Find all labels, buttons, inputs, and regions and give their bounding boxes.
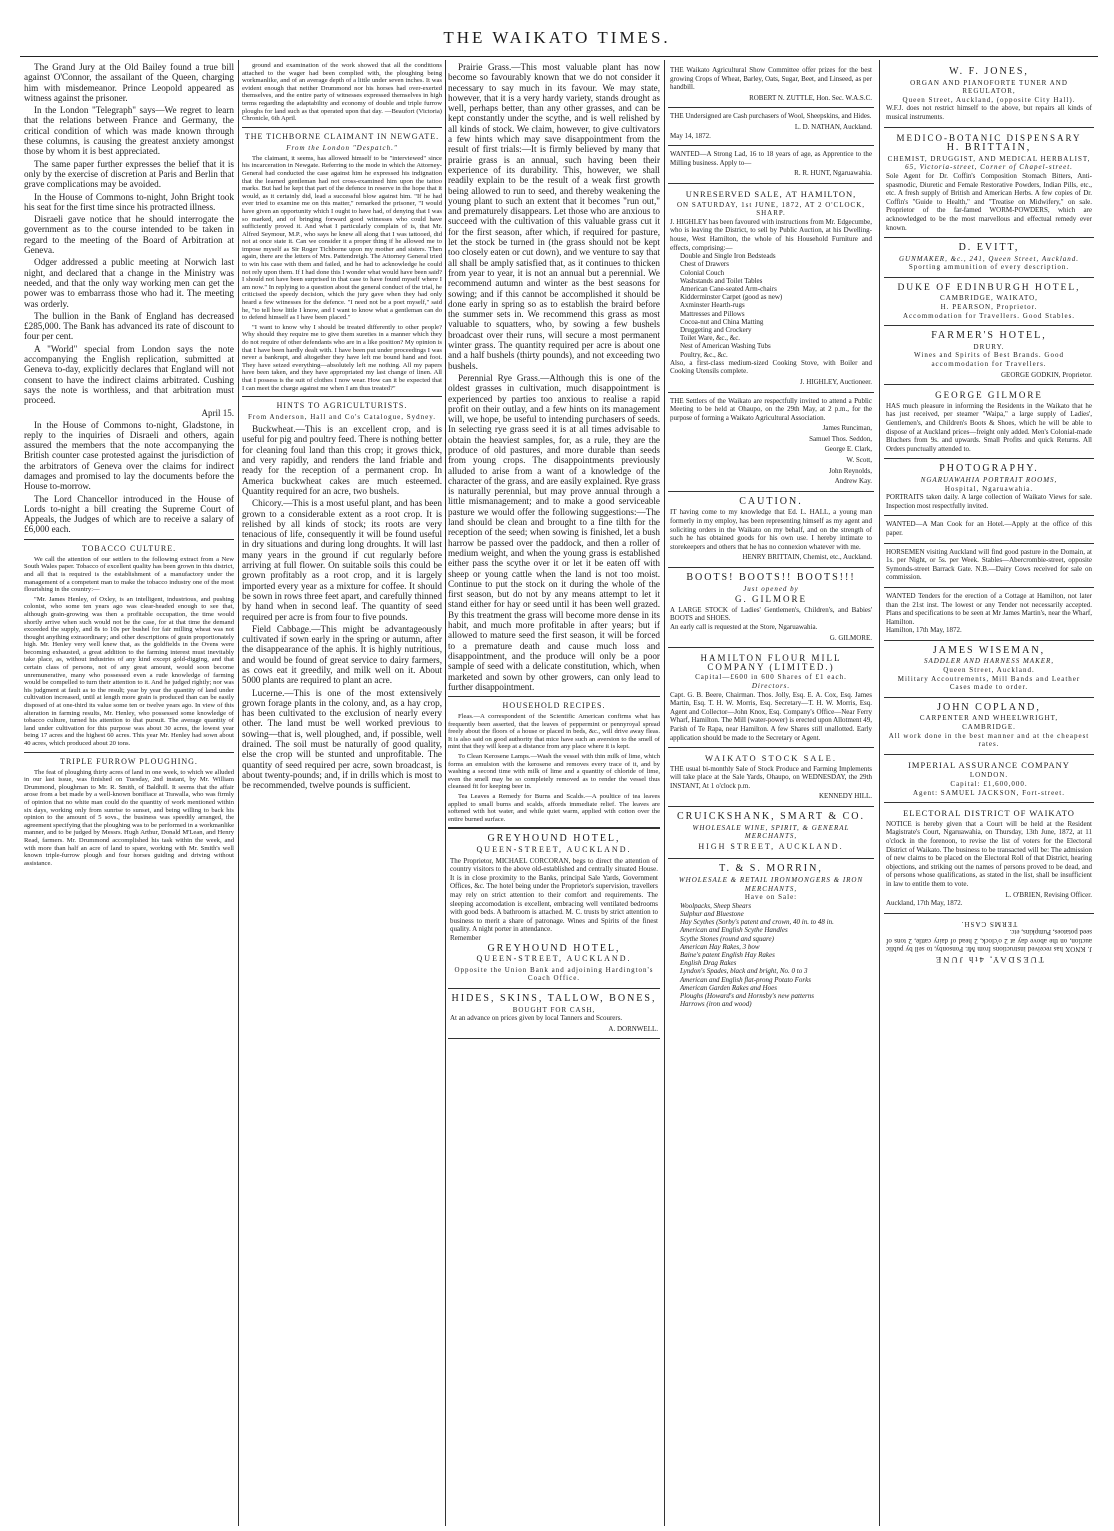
ad-electoral <box>884 803 1094 914</box>
ad-title: UNRESERVED SALE, AT HAMILTON, <box>685 188 857 199</box>
ad-body: A LARGE STOCK of Ladies' Gentlemen's, Children's, and Babies' BOOTS and SHOES. <box>670 605 872 623</box>
ad-show-committee <box>668 62 874 108</box>
section-heading: HINTS TO AGRICULTURISTS. <box>242 396 442 410</box>
ad-title: JOHN COPLAND, <box>937 701 1041 713</box>
ad-hides <box>448 989 660 1039</box>
paragraph: A "World" special from London says the note accompanying the English replication, submitted at Geneva to-day, explicitly declares that England will not consent to have the indirect claims arbitrated. Cushing says the note is worthless, and that arbitration must proceed. <box>24 343 234 406</box>
ad-title: BOOTS! BOOTS!! BOOTS!!! <box>686 572 856 584</box>
signatory: Samuel Thos. Seddon, <box>809 434 872 443</box>
ad-title: D. EVITT, <box>958 242 1020 254</box>
ad-evitt <box>884 238 1094 278</box>
source-line: From Anderson, Hall and Co's Catalogue, Sydney. <box>248 413 436 422</box>
paragraph: Tea Leaves a Remedy for Burns and Scalds.—A poultice of tea leaves applied to small burns and scalds, affords immediate relief. The leaves are softened with hot water, and while quiet warm, applied with cotton over the entire burned surface. <box>448 793 660 823</box>
column-2 <box>242 62 442 1524</box>
ad-flour-mill <box>668 648 874 748</box>
ad-signature: G. GILMORE. <box>829 633 872 642</box>
paragraph: Prairie Grass.—This most valuable plant has now become so favourably known that we do not consider it necessary to say much in its favour. We may state, however, that it is a very hardy variety, stands drought as well, perhaps better, than any other grasses, and can be kept constantly under the scythe, and is well relished by all kinds of stock. We claim, however, to give cultivators a few hints which may save disappointment from the result of first trials:—It is firmly believed by many that prairie grass is an annual, such having been their experience of its durability. This, however, we shall readily explain to be the result of a weak first growth being allowed to run to seed, and thereby weakening the young plant to such an extent that it becomes "run out," and prematurely disappears. Let those who are anxious to succeed with the cultivation of this valuable grass cut it for the first season, after which, if required for pasture, let the stock be turned in (the grass should not be kept too closely eaten or cut down), and we venture to say that all shall be amply satisfied that, as it continues to thicken from year to year, it is not an annual but a perennial. We recommend autumn and winter as the best seasons for sowing; and if this cannot be accomplished it should be done early in spring so as to establish the braird before the summer sets in. We recommend this grass as most valuable to squatters, who, by sowing a few bushels broadcast over their runs, will secure a most permanent winter grass. The quantity required per acre is about one and a half bushels (thirty pounds), and not exceeding two bushels. <box>448 62 660 371</box>
ad-capital: Capital: £1,600,000. <box>950 780 1028 788</box>
news-telegrams <box>24 62 234 535</box>
ad-title: HIDES, SKINS, TALLOW, BONES, <box>451 992 657 1004</box>
signatory: Andrew Kay. <box>834 477 872 486</box>
ad-title: W. F. JONES, <box>949 66 1029 77</box>
ad-farmers-hotel <box>884 326 1094 385</box>
paragraph: We call the attention of our settlers to the following extract from a New South Wales paper. Tobacco of excellent quality has been grown in this district, and all that is required is the establishment of a manufactory under the management of a competent man to make the tobacco industry one of the most flourishing in the country:— <box>24 555 234 594</box>
ad-body: Accommodation for Travellers. Good Stables. <box>902 311 1076 320</box>
ad-boots <box>668 568 874 648</box>
ad-tenders <box>884 588 1094 641</box>
ad-signature: L. D. NATHAN, Auckland. <box>794 122 872 131</box>
ad-wanted-lad <box>668 146 874 184</box>
ad-body: All work done in the best manner and at the cheapest rates. <box>888 731 1090 749</box>
ad-settlers-meeting <box>668 393 874 492</box>
list-item: Poultry, &c., &c. <box>680 350 728 359</box>
section-heading: TRIPLE FURROW PLOUGHING. <box>24 752 234 766</box>
ad-title: GREYHOUND HOTEL, <box>487 942 621 954</box>
list-item: Scythe Stones (round and square) <box>680 934 774 943</box>
ad-date: Auckland, 17th May, 1872. <box>886 899 963 908</box>
article-ploughing <box>24 769 234 868</box>
section-heading: HOUSEHOLD RECIPES. <box>448 696 660 710</box>
ad-subtitle: Directors. <box>751 681 791 690</box>
column-4 <box>668 62 874 1524</box>
ad-title: DUKE OF EDINBURGH HOTEL, <box>897 282 1081 293</box>
ad-footer: An early call is requested at the Store, Ngaruawahia. <box>670 622 818 631</box>
ad-subtitle: QUEEN-STREET, AUCKLAND. <box>476 954 632 964</box>
ad-subtitle: GUNMAKER, &c., 241, Queen Street, Auckland. <box>898 254 1080 263</box>
ad-signature: GEORGE GODKIN, Proprietor. <box>1001 370 1092 379</box>
ad-stock-sale <box>668 748 874 807</box>
ad-title: IMPERIAL ASSURANCE COMPANY <box>908 759 1070 770</box>
paragraph: The Lord Chancellor introduced in the House of Lords to-night a bill creating the Supreme Court of Appeals, the Judges of which are to receive a salary of £6,000 each. <box>24 493 234 535</box>
paragraph: The claimant, it seems, has allowed himself to be "interviewed" since his incarceration in Newgate. Referring to the mode in which the Attorney-General had conducted the case against him he expressed his indignation that the learned gentleman had not cross-examined him upon the tattoo marks. But had he kept that part of the defence in reserve in the hope that it would, as it certainly did, lead a successful blow against him. "If he had ever tried to examine me on this matter," remarked the prisoner, "I would have given an opportunity which I ought to have had, of denying that I was so marked, and of bringing forward good witnesses who could have sufficiently proved it. And what I particularly complain of is, that Mr. Alfred Seymour, M.P., who says he knew all along that I was tattooed, did not at once state it. Can we consider it a proper thing if he allowed me to impose myself as Sir Roger Tichborne upon my mother and sisters. Then again, there are the letters of Mrs. Pattendreigh. The Attorney General tried to win his case with them and failed, and he had to acknowledge he could not rely upon them. If I had done this I wonder what would have been said? I should not have been surprised in that case to have found myself where I am now." In replying to a question about the general conduct of the trial, he criticised the speedy decision, which the jury gave when they had only heard a few witnesses for the defence. "I need not be a poet myself," said he, "to tell how little I know, and I want to know what a gentleman can do to defend himself as I have been placed." <box>242 154 442 322</box>
ad-address: 65, Victoria-street, Corner of Chapel-street. <box>905 163 1073 172</box>
column-divider <box>238 60 239 1526</box>
list-item: Colonial Couch <box>680 268 725 277</box>
ad-imperial-assurance <box>884 755 1094 803</box>
ad-cruickshank <box>668 807 874 859</box>
column-divider <box>879 60 880 1526</box>
ad-body: THE Waikato Agricultural Show Committee offer prizes for the best growing Crops of Wheat, Barley, Oats, Sugar, Beet, and Linseed, as per handbill. <box>670 66 872 92</box>
ad-caution <box>668 492 874 568</box>
ad-body: Sole Agent for Dr. Coffin's Composition Stomach Bitters, Anti-spasmodic, Diuretic and Female Restorative Powders, Indian Pills, etc., etc. A fresh supply of British and American Herbs. A few copies of Dr. Coffin's "Guide to Health," and "Treatise on Midwifery," on sale. Proprietor of the far-famed WORM-POWDERS, which are acknowledged to be the most marvellous and effectual remedy ever known. <box>886 171 1092 232</box>
ad-jones <box>884 62 1094 128</box>
article-tobacco <box>24 556 234 748</box>
list-item: Toilet Ware, &c., &c. <box>680 334 741 343</box>
list-item: Nest of American Washing Tubs <box>680 342 771 351</box>
paragraph: "Mr. James Henley, of Oxley, is an intelligent, industrious, and pushing colonist, who some ten years ago was clear-headed enough to see that, although grain-growing was then a profitable occupation, the time would shortly arrive when such would not be the case, for at that time the demand exceeded the supply, and 8s to 10s per bushel for fair milling wheat was not thought anything extraordinary; and other descriptions of grain proportionately high. Mr. Henley very well knew that, as the goldfields in the Ovens were becoming exhausted, a great addition to the farming interest must inevitably take place, as, without industries of any kind except gold-digging, and that certain class of persons, not of any great amount, would soon become unremunerative, many who possessed even a rude knowledge of farming would be compelled to turn their attention to it. And he judged rightly; nor was his judgment at fault as to the result; year by year the quantity of land under cultivation increased, until at length more grain is produced than can be easily disposed of at one-third its value some ten or twelve years ago. In view of this alteration in farming results, Mr. Henley, who possessed some knowledge of tobacco culture, turned his attention to that pursuit. The average quantity of land under cultivation for this purpose was about 30 acres, the lowest year being 17 acres and the highest 60 acres. This year Mr. Henley had sown about 40 acres, which produced about 20 tons. <box>24 595 234 748</box>
column-divider <box>445 60 446 1526</box>
list-item: American Cane-seated Arm-chairs <box>680 284 777 293</box>
ad-title: TUESDAY, 4th JUNE <box>934 954 1044 965</box>
ad-body: IT having come to my knowledge that Ed. L. HALL, a young man formerly in my employ, has been representing himself as my agent and soliciting orders in the Waikato on my behalf, and on the strength of such he has obtained goods for his own use. I hereby intimate to storekeepers and others that he has no connexion whatever with me. <box>670 508 872 551</box>
masthead-rule <box>20 56 1098 57</box>
ad-body: HORSEMEN visiting Auckland will find good pasture in the Domain, at 1s. per Night, or 5s. per Week. Stables—Abercrombie-street, opposite Symonds-street Barrack Gate. N.B.—Dairy Cows received for sale on commission. <box>886 547 1092 582</box>
ad-title: ELECTORAL DISTRICT OF WAIKATO <box>903 808 1075 819</box>
ad-body: WANTED—A Strong Lad, 16 to 18 years of age, as Apprentice to the Milling business. Apply to— <box>670 150 872 167</box>
ad-title: CAUTION. <box>739 495 803 507</box>
ad-body: WANTED—A Man Cook for an Hotel.—Apply at the office of this paper. <box>886 520 1092 537</box>
ad-address: HIGH STREET, AUCKLAND. <box>698 841 844 851</box>
paragraph: The feat of ploughing thirty acres of land in one week, to which we alluded in our last issue, was finished on Tuesday, 2nd instant, by Mr. William Drummond, ploughman to Mr. R. Smith, of Baldhill. It seems that the affair arose from a bet made by a well-known bonifiace at Trawalla, who was firmly of opinion that no white man could do the quantity of work mentioned within six days, working only from sunrise to sunset, and being willing to back his opinion to the amount of 5 sovs., the business was speedily arranged, the agreement specifying that the ploughing was to be performed in a workmanlike manner, and to be judged by Messrs. Hugh Arthur, Donald M'Lean, and Henry Read, farmers. Mr. Drummond accomplished his task within the week, and with more than half an acre of land to spare, working with Mr. Smith's well known triple-furrow plough and four horses guiding and driving without assistance. <box>24 768 234 867</box>
list-item: Washstands and Toilet Tables <box>680 276 763 285</box>
list-item: Cocoa-nut and China Matting <box>680 317 764 326</box>
list-item: Mattresses and Pillows <box>680 309 745 318</box>
ad-name: G. GILMORE <box>735 594 807 605</box>
paragraph: The Grand Jury at the Old Bailey found a true bill against O'Connor, the assailant of the Queen, charging him with misdemeanor. Prince Leopold appeared as witness against the prisoner. <box>24 62 234 103</box>
list-item: Woolpacks, Sheep Shears <box>680 901 752 910</box>
list-item: American and English flat-prong Potato Forks <box>680 975 811 984</box>
paragraph: In the House of Commons to-night, John Bright took his seat for the first time since his protracted illness. <box>24 191 234 212</box>
ad-body: Capt. G. B. Beere, Chairman. Thos. Jolly, Esq. E. A. Cox, Esq. James Martin, Esq. T. H. W. Morris, Esq. Secretary—T. H. W. Morris, Esq. Agent and Collector—John Knox, Esq. Company's Office—Near Ferry Wharf, Hamilton. The Mill (water-power) is erected upon Allotment 49, Parish of Te Rapa, near Hamilton. A few Shares still unallotted. Early application should be made to the Secretary or Agent. <box>670 690 872 742</box>
ad-body: J. HIGHLEY has been favoured with instructions from Mr. Edgecumbe, who is leaving the District, to sell by Public Auction, at his Dwelling-house, West Hamilton, the whole of his Household Furniture and effects, comprising:— <box>670 217 872 252</box>
article-tichborne <box>242 155 442 392</box>
article-grasses <box>448 62 660 692</box>
ad-morrin <box>668 859 874 1013</box>
ad-body: Sporting ammunition of every description. <box>908 263 1070 272</box>
dateline: April 15. <box>201 407 234 418</box>
ad-gilmore <box>884 385 1094 459</box>
ad-body: WANTED Tenders for the erection of a Cottage at Hamilton, not later than the 21st inst. The lowest or any Tender not necessarily accepted. Plans and specifications to be seen at Mr James Martin's, near the Wharf, Hamilton. <box>886 591 1092 626</box>
paragraph: The same paper further expresses the belief that it is only by the exercise of discretion at Paris and Berlin that grave complications may be avoided. <box>24 158 234 190</box>
list-item: American Hay Rakes, 3 bow <box>680 942 760 951</box>
ad-body: THE Settlers of the Waikato are respectfully invited to attend a Public Meeting to be held at Ohaupo, on the 29th May, at 2 p.m., for the purpose of forming a Waikato Agricultural Association. <box>670 396 872 422</box>
list-item: Kidderminster Carpet (good as new) <box>680 293 783 302</box>
ad-signature: J. HIGHLEY, Auctioneer. <box>800 377 872 386</box>
ad-signature: ROBERT N. ZUTTLE, Hon. Sec. W.A.S.C. <box>749 93 872 102</box>
ad-title: WAIKATO STOCK SALE. <box>705 753 837 764</box>
list-item: Chest of Drawers <box>680 260 729 269</box>
ad-note: Remember <box>450 933 481 942</box>
ad-subtitle: WHOLESALE & RETAIL IRONMONGERS & IRON MERCHANTS, <box>678 876 864 893</box>
ad-copland <box>884 698 1094 755</box>
paragraph: The bullion in the Bank of England has decreased £285,000. The Bank has advanced its rate of discount to four per cent. <box>24 310 234 342</box>
signatory: James Runciman, <box>822 424 872 433</box>
paragraph: Lucerne.—This is one of the most extensively grown forage plants in the colony, and, as a hay crop, has been cultivated to the exclusion of nearly every other. The land must be well worked previous to sowing—that is, well ploughed, and, if possible, well drained. The soil must be naturally of good quality, else the crop will be stunted and unprofitable. The quantity of seed required per acre, sown broadcast, is about twenty-pounds; and, if in drills which is most to be recommended, twelve pounds is sufficient. <box>242 687 442 791</box>
ad-body: J. KNOX has received instructions from Mr. Ponsonby, to sell by public auction, on the above day at 2 o'clock, 2 head of dairy cattle, 2 tons of seed potatoes, Pumpkins, etc. <box>886 927 1092 954</box>
ad-photography <box>884 459 1094 516</box>
ad-name: H. PEARSON, Proprietor. <box>940 303 1038 312</box>
ad-subtitle: CAMBRIDGE, WAIKATO, <box>940 294 1038 303</box>
ad-signature: A. DORNWELL. <box>608 1024 658 1033</box>
ad-name: H. BRITTAIN, <box>946 142 1032 154</box>
list-item: American Garden Rakes and Hoes <box>680 983 777 992</box>
ad-signature: R. R. HUNT, Ngaruawahia. <box>794 169 872 178</box>
ad-body: NOTICE is hereby given that a Court will be held at the Resident Magistrate's Court, Ngaruawahia, on Thursday, 13th June, 1872, at 11 o'clock in the forenoon, to revise the list of voters for the Electoral District of Waikato. The business to be transacted will be: The admission of new claims to be placed on the Electoral Roll of that District, hearing objections, and striking out the names of persons proved to be dead, and of persons whose qualifications, as stated in the list, shall be insufficient in law to entitle them to vote. <box>886 819 1092 888</box>
ad-unreserved-sale <box>668 184 874 393</box>
ad-dispensary <box>884 128 1094 239</box>
list-item: American and English Scythe Handles <box>680 926 788 935</box>
ad-body: Wines and Spirits of Best Brands. Good accommodation for Travellers. <box>914 351 1064 369</box>
paragraph: "I want to know why I should be treated differently to other people? Why should they require me to give them sureties in a manner which they do not require of other defendants who are in a like position? My opinion is that I have been hardly dealt with. I have been put under proceedings I was never a bankrupt, and altogether they have left me bound hand and foot. They have seized everything—absolutely left me nothing. All my papers have been taken, and they have appropriated my last change of linen. All that I possess is the suit of clothes I now wear. How can it be expected that I can meet the charge against me when I am thus treated?" <box>242 323 442 392</box>
ad-address: Hospital, Ngaruawahia. <box>944 484 1034 493</box>
list-item: Hay Scythes (Sorby's patent and crown, 40 in. to 48 in. <box>680 918 834 927</box>
signatory: George E. Clark, <box>824 445 872 454</box>
ad-body: THE usual bi-monthly Sale of Stock Produce and Farming Implements will take place at the Sale Yards, Ohaupo, on WEDNESDAY, the 29th INSTANT, At 1 o'clock p.m. <box>670 764 872 790</box>
list-item: Sulphur and Bluestone <box>680 910 744 919</box>
ad-subtitle: QUEEN-STREET, AUCKLAND. <box>476 845 632 855</box>
ad-body: THE Undersigned are Cash purchasers of Wool, Sheepskins, and Hides. <box>670 112 872 121</box>
ad-subtitle: Just opened by <box>743 584 799 593</box>
paragraph: In the London "Telegraph" says—We regret to learn that the relations between France and Germany, the critical condition of which was made known through these columns, is causing the greatest anxiety amongst those by whom it is best appreciated. <box>24 105 234 157</box>
section-heading: THE TICHBORNE CLAIMANT IN NEWGATE. <box>242 127 442 141</box>
list-item: English Drag Rakes <box>680 959 737 968</box>
ad-title: MEDICO-BOTANIC DISPENSARY <box>896 132 1082 143</box>
ad-greyhound-hotel <box>448 827 660 989</box>
column-3 <box>448 62 660 1524</box>
ad-subtitle: ON SATURDAY, 1st JUNE, 1872, AT 2 O'CLOCK, SHARP. <box>676 200 865 218</box>
paragraph: Odger addressed a public meeting at Norwich last night, and declared that a change in the Ministry was needed, and that the only way working men can get the power was to embarrass those who had it. The meeting was orderly. <box>24 257 234 309</box>
source-line: From the London "Despatch." <box>286 143 398 152</box>
ad-wanted-cook <box>884 516 1094 543</box>
ad-title: CRUICKSHANK, SMART & CO. <box>676 811 866 823</box>
ad-signature: HENRY BRITTAIN, Chemist, etc., Auckland. <box>742 553 872 562</box>
ad-date: May 14, 1872. <box>670 131 711 140</box>
list-item: Axminster Hearth-rugs <box>680 301 745 310</box>
signatory: John Reynolds, <box>828 466 872 475</box>
column-divider <box>664 60 665 1526</box>
ad-subtitle: BOUGHT FOR CASH, <box>512 1005 596 1014</box>
ad-subtitle: SADDLER AND HARNESS MAKER, <box>923 657 1055 666</box>
ad-capital: Capital—£600 in 600 Shares of £1 each. <box>695 673 847 682</box>
ad-terms: TERMS CASH. <box>960 919 1018 928</box>
ad-subtitle: NGARUAWAHIA PORTRAIT ROOMS, <box>920 475 1058 484</box>
ad-address: Queen Street, Auckland, (opposite City Hall). <box>902 95 1076 104</box>
paragraph: Perennial Rye Grass.—Although this is one of the oldest grasses in cultivation, much disappointment is experienced by parties too anxious to realise a rapid profit on their outlay, and a few hints on its management will, we hope, be useful to intending purchasers of seeds. In selecting rye grass seed it is at all times advisable to obtain the heaviest samples, for, as a rule, they are the produce of old pastures, and more durable than seeds from young crops. The disappointments previously alluded to arise from a want of a knowledge of the character of the grass, and are easily explained. Rye grass is naturally perennial, but may prove annual through a little mismanagement; and to make a good serviceable pasture we would offer the following suggestions:—The land should be clean and brought to a fine tilth for the reception of the seed; when sowing is finished, let a bush harrow be passed over the paddock, and then a roller of medium weight, and when the young grass is established either pass the scythe over it or let it be eaten off with sheep or young cattle when the land is not too moist. Continue to put the stock on it during the whole of the first season, but do not by any means attempt to let it stand either for hay or seed until it has been well grazed. By this treatment the grass will become more dense in its habit, and much more profitable in after years; but if allowed to mature seed the first season, it will be forced to a premature death and cause much loss and disappointment, and the produce will only be a poor sample of seed with a delicate constitution, which, when marketed and sown by other growers, can only lead to further disappointment. <box>448 372 660 692</box>
paragraph: In the House of Commons to-night, Gladstone, in reply to the inquiries of Disraeli and others, again assured the members that the note accompanying the British counter case protested against the jurisdiction of the arbitrators of Geneva over the claims for indirect damages and promised to lay the documents before the House to-morrow. <box>24 419 234 492</box>
list-item: Double and Single Iron Bedsteads <box>680 252 776 261</box>
ad-note: Have on Sale: <box>744 893 798 902</box>
paragraph: Disraeli gave notice that he should interrogate the government as to the course intended to be taken in regard to the meeting of the Board of Arbitration at Geneva. <box>24 214 234 256</box>
ad-subtitle: DRURY. <box>973 342 1005 351</box>
ad-title: PHOTOGRAPHY. <box>939 463 1039 475</box>
ad-title: GREYHOUND HOTEL, <box>487 833 621 845</box>
ad-subtitle: ORGAN AND PIANOFORTE TUNER AND REGULATOR, <box>910 78 1068 96</box>
ad-body: W.F.J. does not restrict himself to the above, but repairs all kinds of musical instruments. <box>886 104 1092 121</box>
ad-title: JAMES WISEMAN, <box>932 644 1046 656</box>
ad-nathan <box>668 108 874 146</box>
ad-title: HAMILTON FLOUR MILL COMPANY (LIMITED.) <box>700 653 842 672</box>
ad-wiseman <box>884 641 1094 698</box>
ad-address: CAMBRIDGE. <box>962 723 1016 732</box>
ad-signature: KENNEDY HILL. <box>818 792 872 801</box>
ad-subtitle: LONDON. <box>969 771 1009 780</box>
ad-subtitle: CARPENTER AND WHEELWRIGHT, <box>919 714 1059 723</box>
signatory: W. Scott, <box>846 456 872 465</box>
list-item: Harrows (iron and wood) <box>680 1000 752 1009</box>
list-item: Druggeting and Crockery <box>680 325 752 334</box>
column-5 <box>884 62 1094 1524</box>
column-1 <box>24 62 234 1524</box>
ad-signature: L. O'BRIEN, Revising Officer. <box>1005 890 1092 899</box>
ad-subtitle: CHEMIST, DRUGGIST, AND MEDICAL HERBALIST, <box>887 154 1091 163</box>
list-item: Ploughs (Howard's and Hornsby's new patterns <box>680 992 814 1001</box>
ad-date: Hamilton, 17th May, 1872. <box>886 626 962 635</box>
ad-body: The Proprietor, MICHAEL CORCORAN, begs to direct the attention of country visitors to the above old-established and centrally situated House. It is in close proximity to the Banks, principal Sale Yards, Government Offices, &c. The hotel being under the Proprietor's supervision, travellers may rely on strict attention to their comfort and requirements. The sleeping accomodation is excellent, embracing well ventilated bedrooms with good beds. A bathroom is attached. M. C. trusts by strict attention to business to merit a share of patronage. Wines and Spirits of the finest quality. A night porter in attendance. <box>450 856 658 934</box>
paragraph: Fleas.—A correspondent of the Scientific American confirms what has frequently been asserted, that the leaves of peppermint or pennyroyal spread freely about the floors of a house or placed in beds, &c., will drive away fleas. It is also said on good authority that mice have such an aversion to the smell of mint that they will keep at a distance from any place where it is kept. <box>448 713 660 751</box>
ad-body: HAS much pleasure in informing the Residents in the Waikato that he has just received, per steamer "Waipa," a large supply of Ladies', Gentlemen's, and Children's Boots & Shoes, which he will be able to dispose of at Auckland prices—freight only added. Men's Colonial-made Bluchers from 9s. and upwards. Small Profits and quick Returns. All Orders punctually attended to. <box>886 401 1092 453</box>
ad-title: T. & S. MORRIN, <box>719 863 823 875</box>
ad-upside-down-auction <box>884 914 1094 970</box>
article-ploughing-cont <box>242 62 442 123</box>
paragraph: Field Cabbage.—This might be advantageously cultivated if sown early in the spring or autumn, after the disappearance of the aphis. It is highly nutritious, and would be found of great service to dairy farmers, as cows eat it greedily, and milk well on it. About 5000 plants are required to plant an acre. <box>242 623 442 686</box>
ad-body: Military Accoutrements, Mill Bands and Leather Cases made to order. <box>897 674 1081 692</box>
paragraph: Chicory.—This is a most useful plant, and has been grown to a considerable extent as a root crop. It is relished by all kinds of stock; its roots are very tenacious of life, consequently it will be found useful in dry situations and during long droughts. It will last many years in the ground if cut regularly before arriving at full flower. On suitable soils this could be grown profitably as a root crop, and it is largely imported every year as a mixture for coffee. It should be sown in rows three feet apart, and carefully thinned by hand when in second leaf. The quantity of seed required per acre is from four to five pounds. <box>242 498 442 622</box>
ad-duke-hotel <box>884 278 1094 326</box>
masthead: THE WAIKATO TIMES. <box>443 28 671 47</box>
ad-title: GEORGE GILMORE <box>935 390 1043 401</box>
list-item: Lyndon's Spades, black and bright, No. 0 to 3 <box>680 967 808 976</box>
section-heading: TOBACCO CULTURE. <box>24 539 234 553</box>
ad-subtitle: WHOLESALE WINE, SPIRIT, & GENERAL MERCHANTS, <box>692 823 850 841</box>
paragraph: Buckwheat.—This is an excellent crop, and is useful for pig and poultry feed. There is nothing better for cleaning foul land than this crop; it grows thick, and very rapidly, and renders the land friable and ready for the reception of a permanent crop. In America buckwheat cakes are much esteemed. Quantity required for an acre, two bushels. <box>242 424 442 496</box>
ad-address: Queen Street, Auckland. <box>943 666 1035 675</box>
ad-body: Also, a first-class medium-sized Cooking Stove, with Boiler and Cooking Utensils complete. <box>670 358 872 376</box>
ad-body: At an advance on prices given by local Tanners and Scourers. <box>450 1014 623 1023</box>
ad-body: PORTRAITS taken daily. A large collection of Waikato Views for sale. Inspection most respectfully invited. <box>886 493 1092 510</box>
article-recipes <box>448 713 660 823</box>
ad-agent: Agent: SAMUEL JACKSON, Fort-street. <box>913 788 1065 797</box>
list-item: Baine's patent English Hay Rakes <box>680 951 775 960</box>
ad-footer: Opposite the Union Bank and adjoining Hardington's Coach Office. <box>454 965 654 983</box>
paragraph: ground and examination of the work showed that all the conditions attached to the wager had been complied with, the ploughing being workmanlike, and of an average depth of a little under seven inches. It was evident enough that neither Drummond nor his horses had over-exerted themselves, and the entire party of witnesses expressed themselves in high terms regarding the adaptability and economy of double and triple furrow ploughs for land such as that operated upon that day. —Beaufort (Victoria) Chronicle, 6th April. <box>242 62 442 123</box>
ad-horsemen <box>884 544 1094 588</box>
paragraph: To Clean Kerosene Lamps.—Wash the vessel with thin milk of lime, which forms an emulsion with the kerosene and removes every trace of it, and by washing a second time with milk of lime and a quantity of chloride of lime, even the smell may be so completely removed as to render the vessel thus cleansed fit for keeping beer in. <box>448 753 660 791</box>
ad-title: FARMER'S HOTEL, <box>931 330 1047 342</box>
article-hints <box>242 424 442 790</box>
